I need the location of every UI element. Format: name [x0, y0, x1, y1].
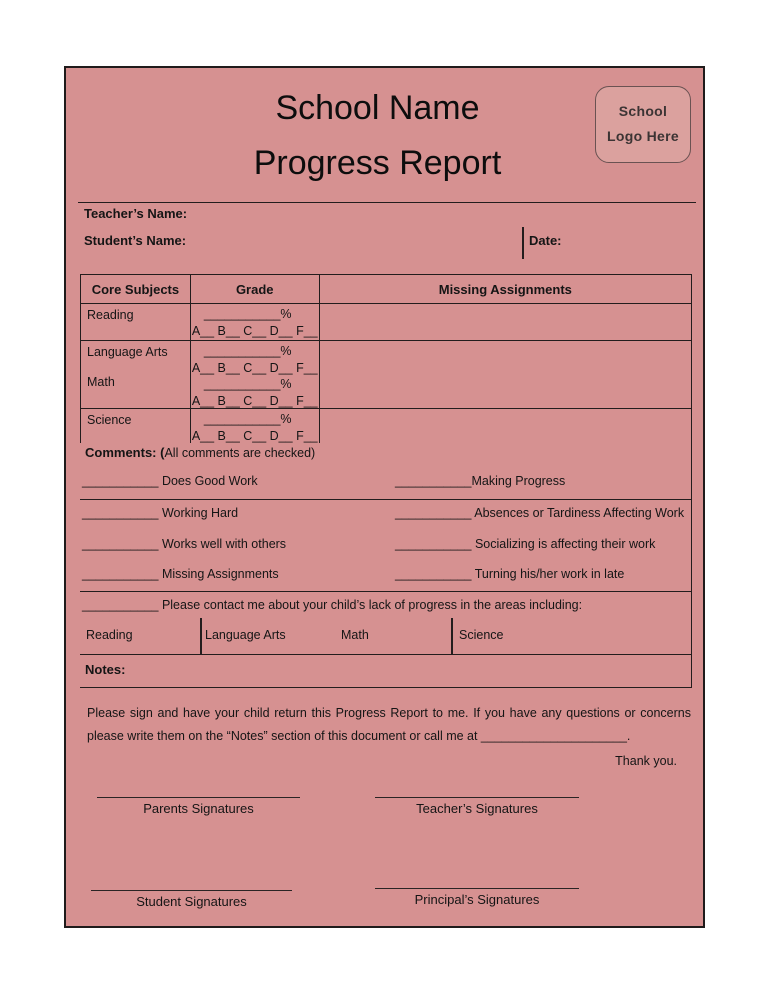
- report-title: Progress Report: [253, 144, 502, 182]
- subject-label: [81, 341, 191, 409]
- percent-blank: ___________%: [203, 344, 292, 358]
- grades-table-header-row: [80, 274, 692, 304]
- signature-line: [375, 797, 579, 798]
- comment-blank-making-progress: ___________Making Progress: [395, 474, 566, 488]
- percent-blank: ___________%: [203, 412, 292, 426]
- teacher-name-label: Teacher’s Name:: [84, 206, 188, 221]
- contact-subject-language-arts: Language Arts: [205, 628, 286, 642]
- missing-assignments-cell: [320, 304, 692, 341]
- missing-assignments-cell: [320, 341, 692, 409]
- comments-middle-rows: [80, 500, 691, 592]
- grades-table: [80, 274, 692, 443]
- comments-intro-row: [80, 439, 691, 500]
- date-divider: [522, 227, 524, 259]
- letter-grade-blanks: A__ B__ C__ D__ F__: [191, 360, 318, 375]
- math-label: Math: [87, 375, 115, 389]
- logo-text-line2: Logo Here: [607, 128, 679, 144]
- grade-cell: [191, 341, 320, 409]
- comment-blank-absences: ___________ Absences or Tardiness Affecting Work: [395, 506, 685, 520]
- contact-subject-reading: Reading: [86, 628, 133, 642]
- signature-label: Principal’s Signatures: [414, 892, 540, 907]
- percent-blank: ___________%: [203, 307, 292, 321]
- logo-text-line1: School: [618, 103, 668, 119]
- contact-row: [80, 592, 691, 655]
- header-divider: [78, 202, 696, 203]
- student-signature-block: [91, 890, 292, 909]
- signature-line: [97, 797, 300, 798]
- table-row-reading: [80, 304, 692, 341]
- grade-cell: [191, 409, 320, 443]
- letter-grade-blanks: A__ B__ C__ D__ F__: [191, 428, 318, 443]
- signature-line: [375, 888, 579, 889]
- table-row-language-arts-math: [80, 341, 692, 409]
- comment-blank-missing-assignments: ___________ Missing Assignments: [82, 567, 279, 581]
- grade-header: Grade: [191, 275, 320, 304]
- signature-line: [91, 890, 292, 891]
- school-logo-placeholder: [595, 86, 691, 163]
- subject-label: Reading: [81, 304, 191, 341]
- comments-heading-bold: Comments: (: [85, 445, 165, 460]
- comments-heading-rest: All comments are checked): [164, 446, 316, 460]
- comment-blank-works-well: ___________ Works well with others: [82, 537, 287, 551]
- comment-blank-does-good-work: ___________ Does Good Work: [82, 474, 258, 488]
- signature-label: Student Signatures: [136, 894, 247, 909]
- subject-divider: [451, 618, 453, 654]
- comment-blank-turning-late: ___________ Turning his/her work in late: [395, 567, 625, 581]
- core-subjects-header: Core Subjects: [81, 275, 191, 304]
- letter-grade-blanks: A__ B__ C__ D__ F__: [191, 393, 318, 408]
- language-arts-label: Language Arts: [87, 345, 168, 359]
- notes-row: [80, 655, 691, 688]
- subject-label: Science: [81, 409, 191, 443]
- signature-label: Teacher’s Signatures: [416, 801, 538, 816]
- percent-blank: ___________%: [203, 377, 292, 391]
- instructions-line1: Please sign and have your child return this Progress Report to me. If you have any questions or concerns: [87, 706, 691, 720]
- student-name-label: Student’s Name:: [84, 233, 187, 248]
- table-row-science: [80, 409, 692, 443]
- subject-divider: [200, 618, 202, 654]
- missing-assignments-header: Missing Assignments: [320, 275, 692, 304]
- grade-cell: [191, 304, 320, 341]
- comments-section: [80, 439, 692, 688]
- letter-grade-blanks: A__ B__ C__ D__ F__: [191, 323, 318, 338]
- comment-blank-socializing: ___________ Socializing is affecting their work: [395, 537, 656, 551]
- thank-you-text: Thank you.: [615, 754, 677, 768]
- comments-heading: [85, 445, 315, 460]
- progress-report-sheet: [64, 66, 705, 928]
- comment-blank-working-hard: ___________ Working Hard: [82, 506, 239, 520]
- contact-subject-math: Math: [341, 628, 369, 642]
- sign-and-return-instructions: [87, 702, 691, 748]
- instructions-line2: please write them on the “Notes” section of this document or call me at _____________________.: [87, 729, 631, 743]
- contact-blank-line: ___________ Please contact me about your child’s lack of progress in the areas including:: [82, 598, 583, 612]
- signature-label: Parents Signatures: [143, 801, 254, 816]
- parents-signature-block: [97, 797, 300, 816]
- teacher-signature-block: [375, 797, 579, 816]
- notes-label: Notes:: [85, 662, 126, 677]
- date-label: Date:: [529, 233, 562, 248]
- principal-signature-block: [375, 888, 579, 907]
- missing-assignments-cell: [320, 409, 692, 443]
- school-name-title: School Name: [275, 89, 480, 127]
- contact-subject-science: Science: [459, 628, 504, 642]
